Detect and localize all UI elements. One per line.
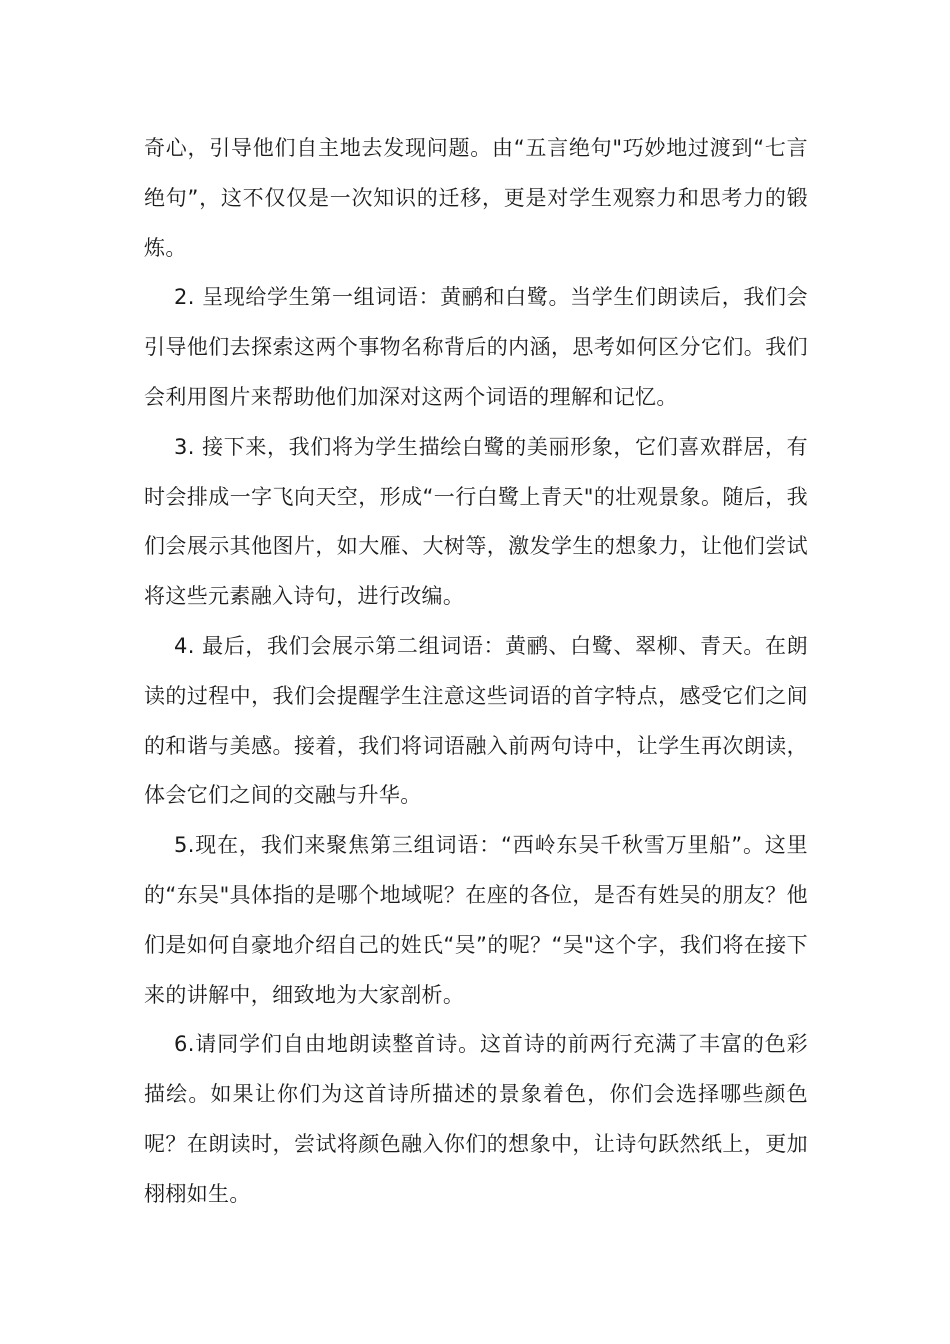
paragraph-item-3: 3. 接下来，我们将为学生描绘白鹭的美丽形象，它们喜欢群居，有时会排成一字飞向天空，形成“一行白鹭上青天"的壮观景象。随后，我们会展示其他图片，如大雁、大树等，激发学生的想象力，让他们尝试将这些元素融入诗句，进行改编。 (144, 434, 808, 609)
paragraph-continuation: 奇心，引导他们自主地去发现问题。由“五言绝句"巧妙地过渡到“七言绝句”，这不仅仅是一次知识的迁移，更是对学生观察力和思考力的锻炼。 (144, 136, 808, 260)
paragraph-item-6: 6.请同学们自由地朗读整首诗。这首诗的前两行充满了丰富的色彩描绘。如果让你们为这首诗所描述的景象着色，你们会选择哪些颜色呢？在朗读时，尝试将颜色融入你们的想象中，让诗句跃然纸上，更加栩栩如生。 (144, 1032, 808, 1206)
paragraph-item-4: 4. 最后，我们会展示第二组词语：黄鹂、白鹭、翠柳、青天。在朗读的过程中，我们会提醒学生注意这些词语的首字特点，感受它们之间的和谐与美感。接着，我们将词语融入前两句诗中，让学生再次朗读，体会它们之间的交融与升华。 (144, 633, 808, 808)
paragraph-item-5: 5.现在，我们来聚焦第三组词语：“西岭东吴千秋雪万里船”。这里的“东吴"具体指的是哪个地域呢？在座的各位，是否有姓吴的朋友？他们是如何自豪地介绍自己的姓氏“吴”的呢？“吴"这个字，我们将在接下来的讲解中，细致地为大家剖析。 (144, 833, 808, 1007)
paragraph-item-2: 2. 呈现给学生第一组词语：黄鹂和白鹭。当学生们朗读后，我们会引导他们去探索这两个事物名称背后的内涵，思考如何区分它们。我们会利用图片来帮助他们加深对这两个词语的理解和记忆。 (144, 285, 808, 409)
document-body (144, 124, 808, 1220)
